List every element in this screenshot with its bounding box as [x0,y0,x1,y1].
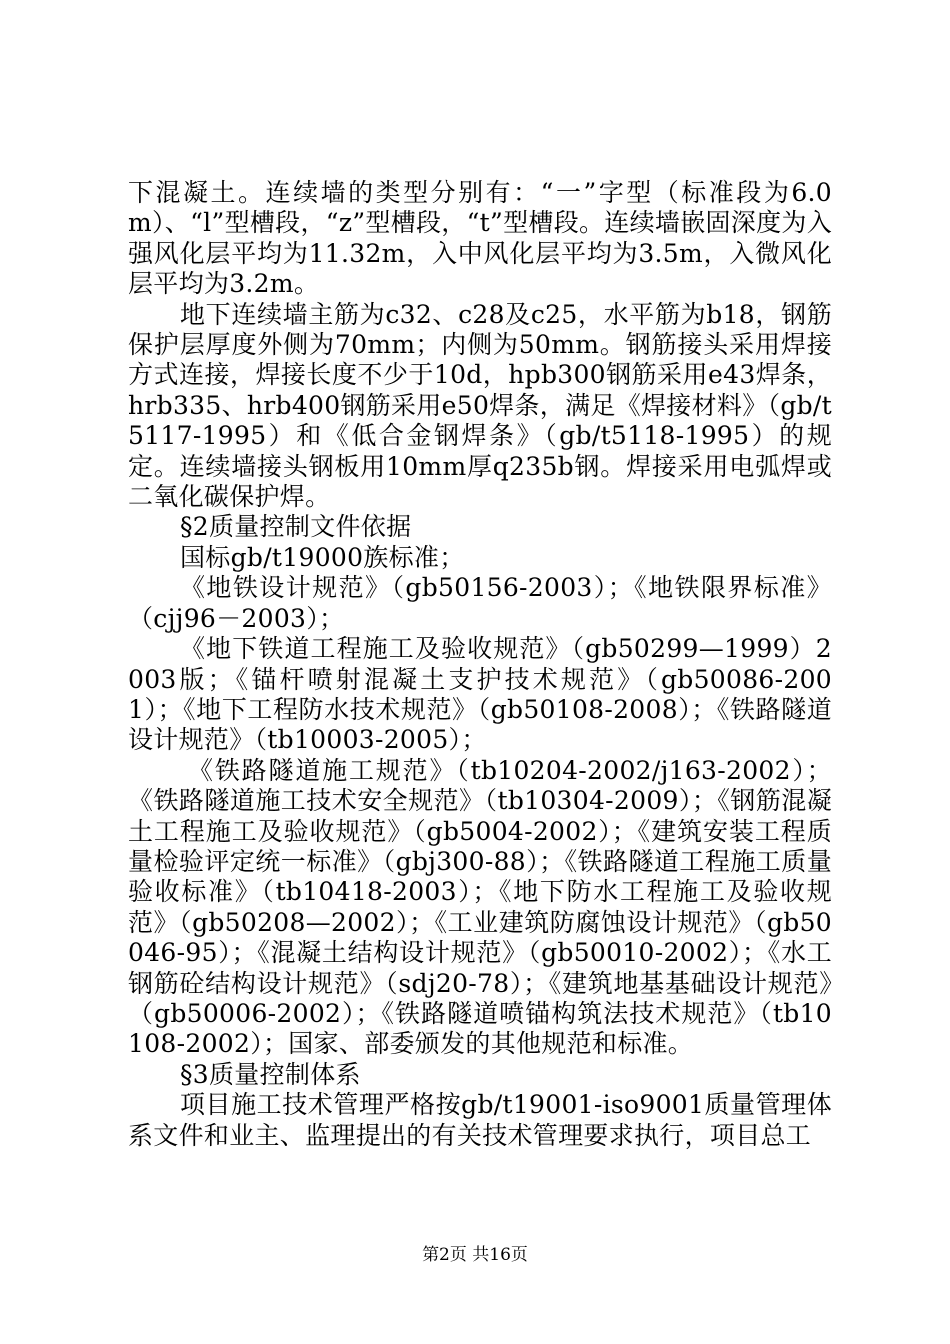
paragraph-wall-types: 下混凝土。连续墙的类型分别有：“一”字型（标准段为6.0m）、“l”型槽段，“z”型槽段，“t”型槽段。连续墙嵌固深度为入强风化层平均为11.32m，入中风化层平均为3.5m，入微风化层平均为3.2m。 [128,178,833,299]
page-footer: 第2页 共16页 [422,1245,528,1265]
section-heading-3: §3质量控制体系 [180,1059,361,1089]
paragraph-rebar-spec: 地下连续墙主筋为c32、c28及c25，水平筋为b18，钢筋保护层厚度外侧为70mm；内侧为50mm。钢筋接头采用焊接方式连接，焊接长度不少于10d，hpb300钢筋采用e43焊条，hrb335、hrb400钢筋采用e50焊条，满足《焊接材料》（gb/t5117-1995）和《低合金钢焊条》（gb/t5118-1995）的规定。连续墙接头钢板用10mm厚q235b钢。焊接采用电弧焊或二氧化碳保护焊。 [128,299,832,512]
paragraph-tunnel-codes: 《地下铁道工程施工及验收规范》（gb50299—1999）2003版；《锚杆喷射混凝土支护技术规范》（gb50086-2001）；《地下工程防水技术规范》（gb50108-2008）；《铁路隧道设计规范》（tb10003-2005）； [128,634,832,755]
paragraph-railway-codes: 《铁路隧道施工规范》（tb10204-2002/j163-2002）；《铁路隧道施工技术安全规范》（tb10304-2009）；《钢筋混凝土工程施工及验收规范》（gb5004-2002）；《建筑安装工程质量检验评定统一标准》（gbj300-88）；《铁路隧道工程施工质量验收标准》（tb10418-2003）；《地下防水工程施工及验收规范》（gb50208—2002）；《工业建筑防腐蚀设计规范》（gb50046-95）；《混凝土结构设计规范》（gb50010-2002）；《水工钢筋砼结构设计规范》（sdj20-78）；《建筑地基基础设计规范》（gb50006-2002）；《铁路隧道喷锚构筑法技术规范》（tb10108-2002）；国家、部委颁发的其他规范和标准。 [128,755,832,1059]
document-body [128,178,832,1151]
section-heading-2: §2质量控制文件依据 [180,512,412,542]
paragraph-metro-codes: 《地铁设计规范》（gb50156-2003）；《地铁限界标准》（cjj96－2003）； [128,573,832,633]
paragraph-quality-system: 项目施工技术管理严格按gb/t19001-iso9001质量管理体系文件和业主、监理提出的有关技术管理要求执行，项目总工 [128,1090,832,1150]
paragraph-national-standard: 国标gb/t19000族标准； [180,542,465,572]
